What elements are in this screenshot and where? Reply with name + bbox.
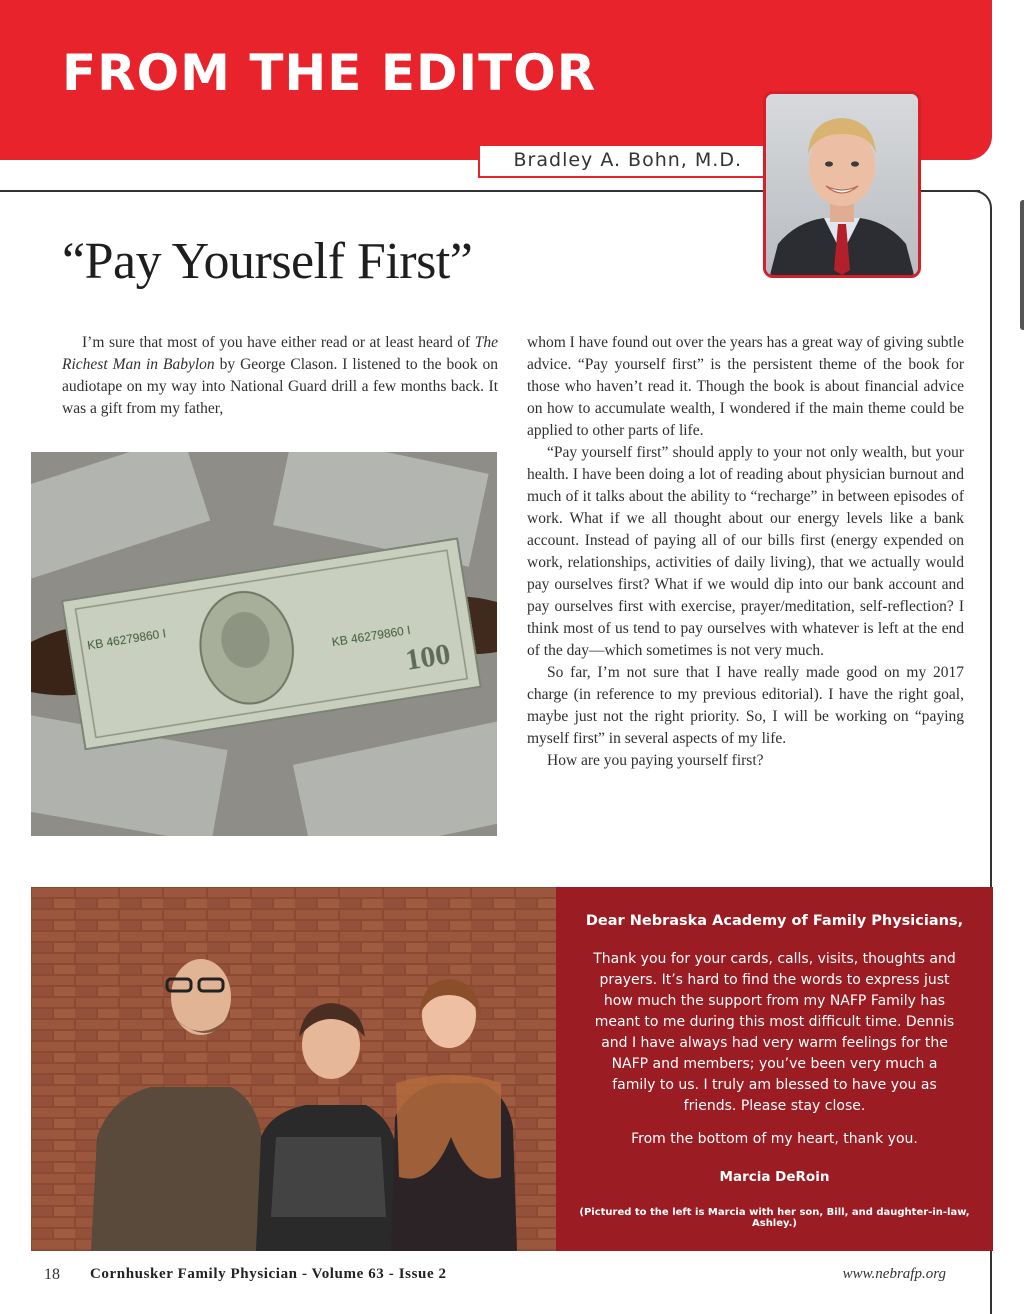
article-paragraph-1 bbox=[62, 332, 498, 420]
thank-you-letter bbox=[556, 887, 993, 1251]
article-headline: “Pay Yourself First” bbox=[62, 233, 473, 290]
author-byline bbox=[478, 144, 768, 178]
headshot-illustration bbox=[766, 94, 918, 275]
page-footer bbox=[0, 1266, 1024, 1290]
article-column-right bbox=[527, 332, 964, 772]
family-photo bbox=[31, 887, 556, 1251]
website-url[interactable]: www.nebrafp.org bbox=[842, 1266, 946, 1282]
article-paragraph-1-continued: whom I have found out over the years has a great way of giving subtle advice. “Pay yourself first” is the persistent theme of the book for those who haven’t read it. Though the book is about financial advice on how to accumulate wealth, I wondered if the main theme could be applied to other parts of life. bbox=[527, 334, 964, 439]
author-name: Bradley A. Bohn, M.D. bbox=[513, 149, 742, 171]
article-paragraph-2: “Pay yourself first” should apply to your not only wealth, but your health. I have been doing a lot of reading about physician burnout and much of it talks about the ability to “recharge” in between episodes of work. What if we all thought about our energy levels like a bank account. Instead of paying all of our bills first (energy expended on work, relationships, activities of daily living), that we actually would pay ourselves first? What if we would dip into our bank account and pay ourselves first with exercise, prayer/meditation, self-reflection? I think most of us tend to pay ourselves with whatever is left at the end of the day—which sometimes is not very much. bbox=[527, 444, 964, 659]
article-paragraph-4: How are you paying yourself first? bbox=[547, 752, 764, 769]
family-photo-illustration bbox=[31, 887, 556, 1251]
bill-serial-left: KB 46279860 I bbox=[86, 626, 167, 653]
letter-photo-caption: (Pictured to the left is Marcia with her son, Bill, and daughter-in-law, Ashley.) bbox=[579, 1207, 970, 1229]
letter-greeting: Dear Nebraska Academy of Family Physicians, bbox=[585, 913, 964, 929]
article-column-left bbox=[62, 332, 498, 420]
publication-name: Cornhusker Family Physician - Volume 63 - Issue 2 bbox=[90, 1266, 447, 1282]
page-number: 18 bbox=[44, 1266, 60, 1283]
bill-serial-right: KB 46279860 I bbox=[330, 623, 412, 650]
hundred-dollar-bill-illustration bbox=[31, 452, 497, 836]
letter-closing: From the bottom of my heart, thank you. bbox=[631, 1131, 918, 1147]
paragraph-text: by George Clason. I listened to the book on audiotape on my way into National Guard drill a few months back. It was a gift from my father, bbox=[62, 356, 498, 417]
author-headshot bbox=[763, 91, 921, 278]
letter-body: Thank you for your cards, calls, visits, thoughts and prayers. It’s hard to find the words to express just how much the support from my NAFP Family has meant to me during this most difficult time. Dennis and I have always had very warm feelings for the NAFP and members; you’ve been very much a family to us. I truly am blessed to have you as friends. Please stay close. bbox=[593, 951, 956, 1114]
page-edge-tab bbox=[1020, 200, 1024, 330]
bill-denomination: 100 bbox=[403, 637, 453, 677]
section-title: FROM THE EDITOR bbox=[62, 44, 597, 102]
money-photo bbox=[31, 452, 497, 836]
article-paragraph-3: So far, I’m not sure that I have really made good on my 2017 charge (in reference to my previous editorial). I have the right goal, maybe just not the right priority. So, I will be working on “paying myself first” in several aspects of my life. bbox=[527, 664, 964, 747]
letter-signature: Marcia DeRoin bbox=[719, 1169, 830, 1185]
book-title: The Richest Man in Babylon bbox=[62, 334, 498, 373]
paragraph-text: I’m sure that most of you have either read or at least heard of bbox=[82, 334, 475, 351]
